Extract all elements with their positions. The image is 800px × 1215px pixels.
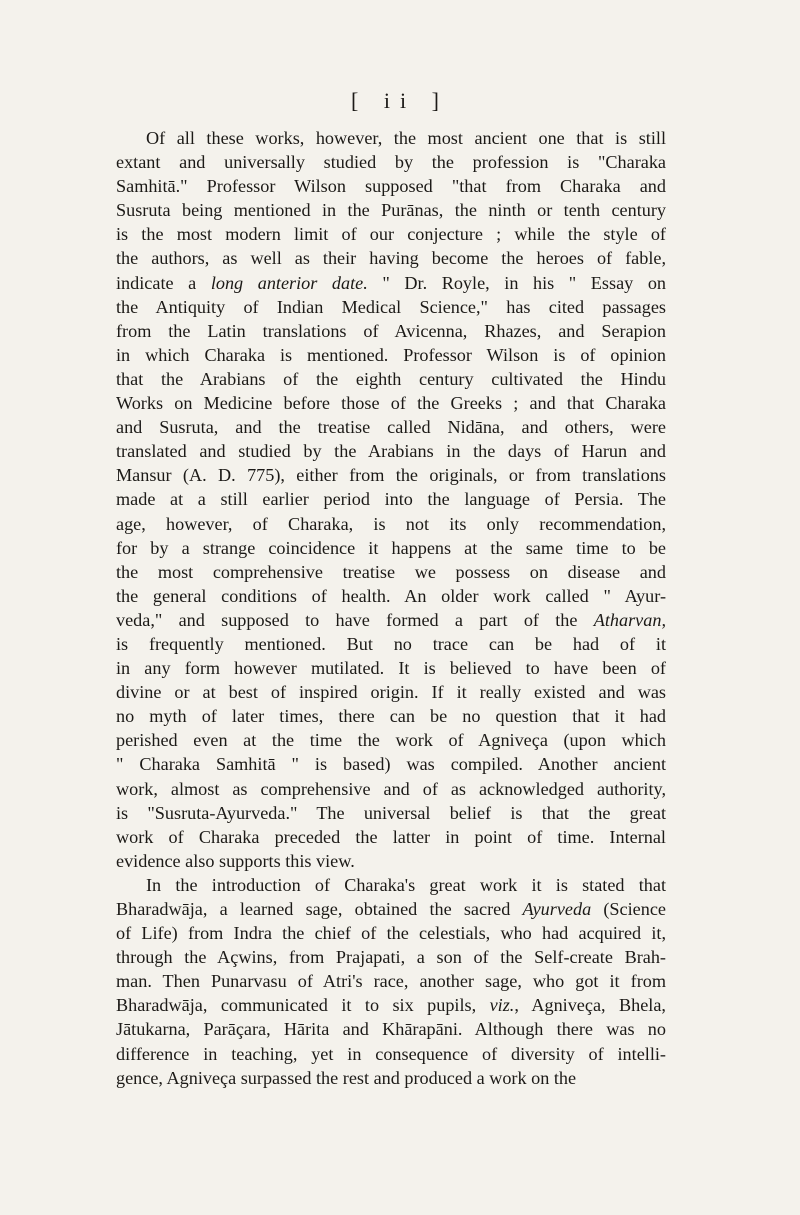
text-line: indicate a long anterior date. " Dr. Royle, in his " Essay on (116, 272, 667, 293)
text-line: work, almost as comprehensive and of as acknowledged authority, (116, 778, 666, 799)
text-line: translated and studied by the Arabians in the days of Harun and (116, 441, 666, 462)
text-line: in any form however mutilated. It is believed to have been of (116, 658, 666, 679)
text-line: is "Susruta-Ayurveda." The universal belief is that the great (116, 802, 666, 823)
text-line: from the Latin translations of Avicenna, Rhazes, and Serapion (116, 320, 666, 341)
text-line: Works on Medicine before those of the Greeks ; and that Charaka (116, 393, 666, 414)
text-line: the authors, as well as their having become the heroes of fable, (116, 248, 666, 269)
text-line: perished even at the time the work of Agniveça (upon which (116, 730, 666, 751)
text-line: of Life) from Indra the chief of the celestials, who had acquired it, (116, 923, 666, 944)
text-line: man. Then Punarvasu of Atri's race, another sage, who got it from (116, 971, 666, 992)
text-line: no myth of later times, there can be no question that it had (116, 706, 666, 727)
text-line: In the introduction of Charaka's great work it is stated that (146, 874, 666, 895)
text-line: for by a strange coincidence it happens at the same time to be (116, 537, 666, 558)
text-line: that the Arabians of the eighth century cultivated the Hindu (116, 368, 666, 389)
text-line: divine or at best of inspired origin. If it really existed and was (116, 682, 666, 703)
text-line: the Antiquity of Indian Medical Science," has cited passages (116, 296, 666, 317)
text-line: Susruta being mentioned in the Purānas, the ninth or tenth century (116, 200, 666, 221)
text-line: is frequently mentioned. But no trace can be had of it (116, 633, 666, 654)
text-line: is the most modern limit of our conjecture ; while the style of (116, 224, 666, 245)
body-text (116, 126, 666, 1090)
page-number: [ ii ] (351, 88, 449, 113)
text-line: Bharadwāja, communicated it to six pupils, viz., Agniveça, Bhela, (116, 995, 666, 1016)
text-line: veda," and supposed to have formed a part of the Atharvan, (116, 609, 666, 630)
text-line: made at a still earlier period into the language of Persia. The (116, 489, 666, 510)
text-line: work of Charaka preceded the latter in point of time. Internal (116, 826, 666, 847)
text-line: difference in teaching, yet in consequence of diversity of intelli- (116, 1043, 666, 1064)
text-line: Mansur (A. D. 775), either from the originals, or from translations (116, 465, 666, 486)
text-line: Bharadwāja, a learned sage, obtained the sacred Ayurveda (Science (116, 899, 666, 919)
text-line: age, however, of Charaka, is not its only recommendation, (116, 513, 666, 534)
text-line: through the Açwins, from Prajapati, a son of the Self-create Brah- (116, 947, 666, 968)
text-line: Of all these works, however, the most ancient one that is still (146, 128, 666, 148)
text-line: in which Charaka is mentioned. Professor Wilson is of opinion (116, 344, 666, 365)
text-line: extant and universally studied by the profession is "Charaka (116, 152, 666, 173)
text-line: evidence also supports this view. (116, 850, 355, 871)
text-line: gence, Agniveça surpassed the rest and produced a work on the (116, 1067, 577, 1088)
text-line: Samhitā." Professor Wilson supposed "that from Charaka and (116, 176, 666, 197)
text-line: the general conditions of health. An older work called " Ayur- (116, 585, 666, 606)
paragraph (116, 126, 666, 873)
text-line: " Charaka Samhitā " is based) was compiled. Another ancient (116, 754, 666, 775)
text-line: the most comprehensive treatise we possess on disease and (116, 561, 666, 582)
text-line: Jātukarna, Parāçara, Hārita and Khārapāni. Although there was no (116, 1019, 666, 1040)
text-line: and Susruta, and the treatise called Nidāna, and others, were (116, 417, 666, 438)
paragraph (116, 873, 666, 1090)
